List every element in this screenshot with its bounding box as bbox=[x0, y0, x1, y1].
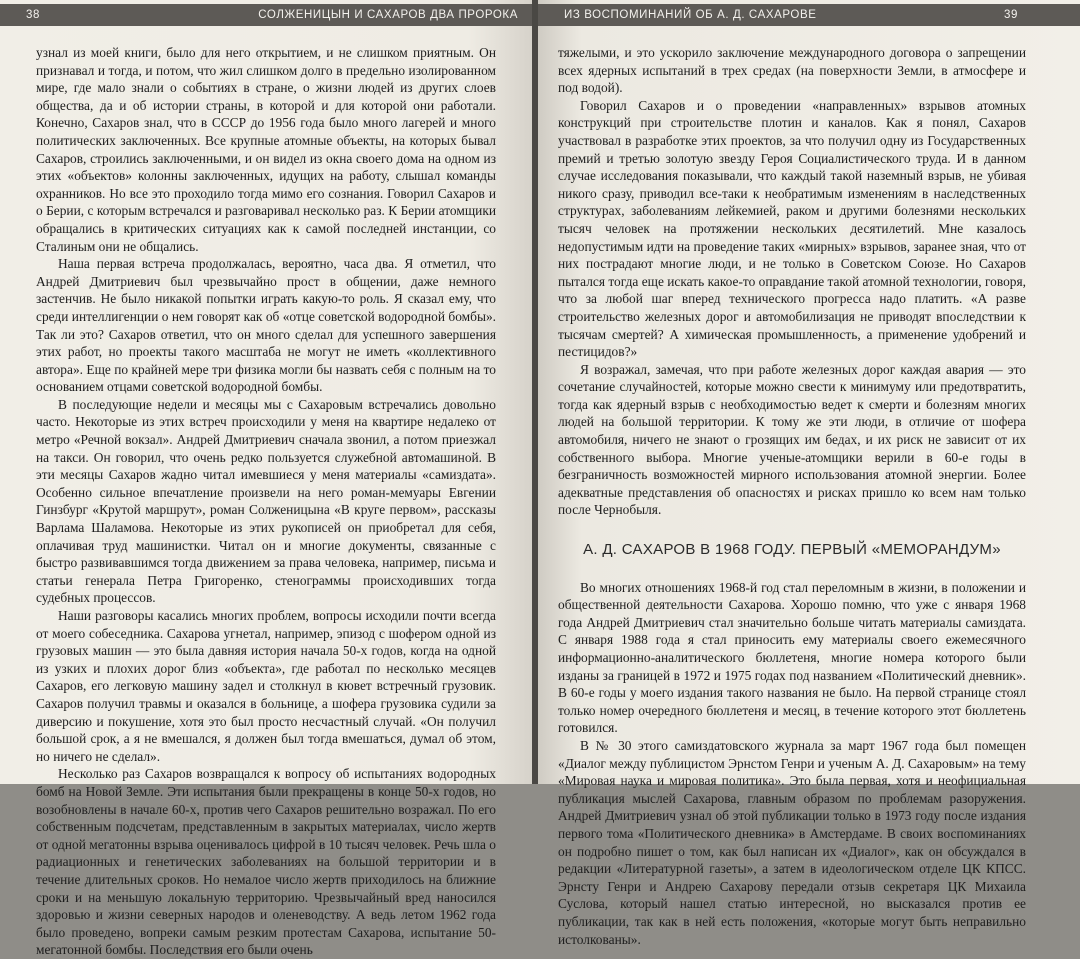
paragraph: Наша первая встреча продолжалась, вероятно, часа два. Я отметил, что Андрей Дмитриевич был чрезвычайно прост в общении, даже немного застенчив. Не было никакой попытки играть какую-то роль. Я сказал ему, что среди интеллигенции о нем говорят как об «отце советской водородной бомбы». Так ли это? Сахаров ответил, что он много сделал для успешного завершения этих работ, но проекты такого масштаба не могут не иметь «коллективного автора». Еще по крайней мере три физика могли бы назвать себя с полным на то основанием отцами советской водородной бомбы. bbox=[36, 256, 496, 395]
paragraph: В № 30 этого самиздатовского журнала за март 1967 года был помещен «Диалог между публицистом Эрнстом Генри и ученым А. Д. Сахаровым» на тему «Мировая наука и мировая политика». Это была первая, хотя и неофициальная публикация мыслей Сахарова, главным образом по проблемам разоружения. Андрей Дмитриевич узнал об этой публикации только в 1973 году после издания первого тома «Политического дневника» в Амстердаме. В своих воспоминаниях он подробно пишет о том, как был написан их «Диалог», как он обсуждался в редакции «Литературной газеты», а затем в идеологическом отделе ЦК КПСС. Эрнсту Генри и Андрею Сахарову передали отзыв секретаря ЦК Михаила Суслова, который нашел статью интересной, но высказался против ее публикации, так как в ней есть положения, «которые могут быть неправильно истолкованы». bbox=[558, 737, 1026, 947]
paragraph: Несколько раз Сахаров возвращался к вопросу об испытаниях водородных бомб на Новой Земле. Эти испытания были прекращены в конце 50-х годов, но возобновлены в начале 60-х, против чего Сахаров решительно возражал. По его собственным подсчетам, представленным в закрытых материалах, число жертв от одной мегатонны взрыва оценивалось цифрой в 10 тысяч человек. Речь шла о радиационных и генетических заболеваниях на большой территории и в течение длительных сроков. Но немалое число жертв приходилось на ближние сроки и на меньшую локальную территорию. Чрезвычайный вред наносился здоровью и жизни северных народов и оленеводству. А ведь летом 1962 года было проведено, вопреки самым резким протестам Сахарова, испытание 50-мегатонной бомбы. Последствия его были очень bbox=[36, 766, 496, 958]
right-running-header bbox=[538, 4, 1080, 26]
paragraph: тяжелыми, и это ускорило заключение международного договора о запрещении всех ядерных испытаний в трех средах (на поверхности Земли, в атмосфере и под водой). bbox=[558, 45, 1026, 96]
left-running-head: СОЛЖЕНИЦЫН И САХАРОВ ДВА ПРОРОКА bbox=[258, 9, 518, 21]
left-body-text bbox=[36, 44, 496, 959]
paragraph: Я возражал, замечая, что при работе железных дорог каждая авария — это сочетание случайностей, которые можно свести к минимуму или предотвратить, тогда как ядерный взрыв с необходимостью ведет к смерти и болезням многих людей на большой территории. К тому же эти люди, в отличие от шофера автомобиля, ничего не знают о грозящих им бедах, и их риск не зависит от их собственного выбора. Многие ученые-атомщики верили в 60-е годы в безграничность возможностей мирного использования атомной энергии. Более адекватные представления об опасностях и рисках пришло ко всем нам только после Чернобыля. bbox=[558, 361, 1026, 518]
right-page bbox=[538, 0, 1080, 947]
paragraph: В последующие недели и месяцы мы с Сахаровым встречались довольно часто. Некоторые из этих встреч происходили у меня на квартире недалеко от метро «Речной вокзал». Андрей Дмитриевич сначала звонил, а потом приезжал на такси. Он говорил, что очень редко пользуется служебной автомашиной. В эти месяцы Сахаров жадно читал имевшиеся у меня материалы «самиздата». Особенно сильное впечатление произвели на него роман-мемуары Евгении Гинзбург «Крутой маршрут», роман Солженицына «В круге первом», рассказы Варлама Шаламова. Некоторые из этих рукописей он приобретал для себя, оплачивая труд машинистки. Читал он и многие документы, связанные с быстро развивавшимся тогда движением за права человека, например, письма и статьи генерала Петра Григоренко, стенограммы происходивших тогда судебных процессов. bbox=[36, 396, 496, 606]
paragraph: Наши разговоры касались многих проблем, вопросы исходили почти всегда от моего собеседника. Сахарова угнетал, например, эпизод с шофером одной из грузовых машин — это была давняя история начала 50-х годов, когда на одной из узких и плохих дорог близ «объекта», где работал по несколько месяцев Сахаров, его легковую машину задел и столкнул в кювет встречный грузовик. Сахаров получил травмы и оказался в больнице, а шофера грузовика судили за диверсию и покушение, хотя это был просто несчастный случай. «Он получил большой срок, а я не вмешался, я должен был тогда вмешаться, думал об этом, но ничего не сделал». bbox=[36, 608, 496, 764]
paragraph: узнал из моей книги, было для него открытием, и не слишком приятным. Он признавал и тогда, и потом, что жил слишком долго в предельно изолированном мире, где мало знали о событиях в стране, о жизни людей из других слоев общества, да и об истории страны, в которой и для которой они работали. Конечно, Сахаров знал, что в СССР до 1956 года было много лагерей и много политических заключенных. Все крупные атомные объекты, на которых бывал Сахаров, строились заключенными, и он видел из окна своего дома на одном из этих «объектов» колонны заключенных, идущих на работу, слышал команды охранников. Но все это проходило тогда мимо его сознания. Говорил Сахаров и о Берии, с которым встречался и разговаривал несколько раз. К Берии атомщики обращались в критических ситуациях как к самой последней инстанции, со Сталиным они не общались. bbox=[36, 45, 496, 254]
right-body-text bbox=[558, 44, 1026, 948]
left-page bbox=[0, 0, 532, 958]
paragraph: Во многих отношениях 1968-й год стал переломным в жизни, в положении и общественной деятельности Сахарова. Хорошо помню, что уже с января 1968 года Андрей Дмитриевич стал значительно больше читать материалы самиздата. С января 1988 года я стал приносить ему материалы своего ежемесячного информационно-аналитического бюллетеня, многие номера которого были изданы за границей в 1972 и 1975 годах под названием «Политический дневник». В 60-е годы у моего издания такого названия не было. На первой странице стоял только номер очередного бюллетеня и месяц, в течение которого этот бюллетень готовился. bbox=[558, 579, 1026, 736]
right-page-number: 39 bbox=[1004, 9, 1018, 21]
section-heading: А. Д. САХАРОВ В 1968 ГОДУ. ПЕРВЫЙ «МЕМОРАНДУМ» bbox=[583, 541, 1001, 559]
right-running-head: ИЗ ВОСПОМИНАНИЙ ОБ А. Д. САХАРОВЕ bbox=[564, 9, 817, 21]
left-page-number: 38 bbox=[26, 9, 40, 21]
left-running-header bbox=[0, 4, 532, 26]
paragraph: Говорил Сахаров и о проведении «направленных» взрывов атомных конструкций при строительстве плотин и каналов. Как я понял, Сахаров участвовал в разработке этих проектов, за что получил одну из Государственных премий и третью золотую звезду Героя Социалистического труда. И в данном случае исследования показывали, что каждый такой наземный взрыв, не убивая никого сразу, приводил все-таки к необратимым изменениям в наследственных структурах, заболеваниям лейкемией, раком и другими болезнями нескольких тысяч человек на протяжении нескольких десятилетий. Мне казалось недопустимым идти на проведение таких «мирных» взрывов, заранее зная, что от них пострадают многие люди, и не только в Советском Союзе. Но Сахаров пытался тогда еще искать какое-то оправдание такой атомной технологии, говоря, что за любой шаг вперед технического прогресса надо платить. «А разве строительство железных дорог и автомобилизация не приводят впоследствии к тысячам смертей? А химическая промышленность, а применение удобрений и пестицидов?» bbox=[558, 97, 1026, 360]
